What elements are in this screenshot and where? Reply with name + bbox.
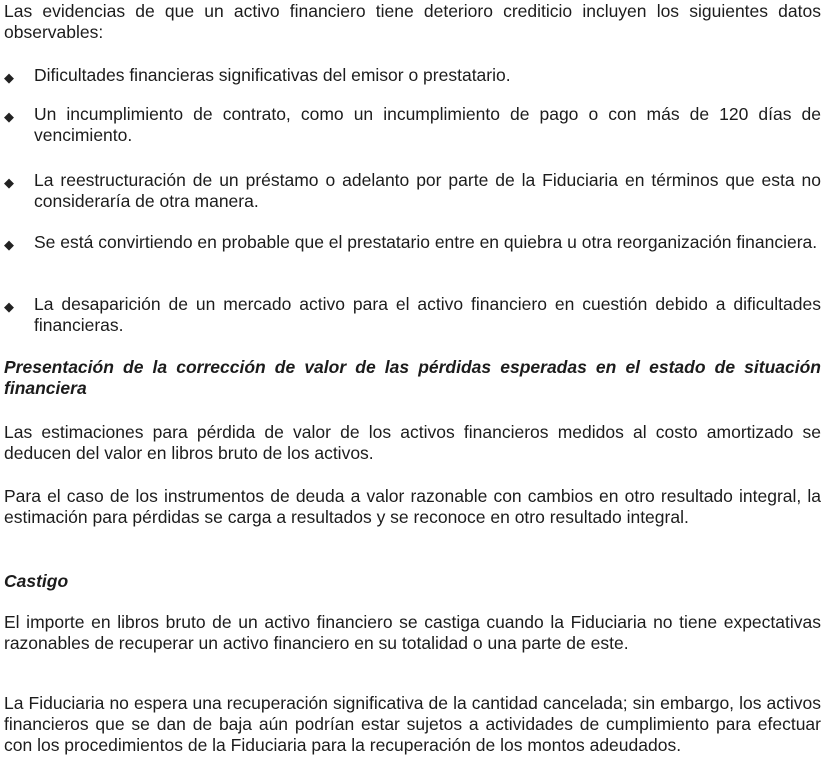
diamond-bullet-icon: ◆ xyxy=(4,237,14,252)
diamond-bullet-icon: ◆ xyxy=(4,175,14,190)
section-heading-presentacion: Presentación de la corrección de valor de las pérdidas esperadas en el estado de situación financiera xyxy=(4,357,821,398)
intro-paragraph: Las evidencias de que un activo financiero tiene deterioro crediticio incluyen los siguientes datos observables: xyxy=(4,1,821,42)
list-item-text: Se está convirtiendo en probable que el prestatario entre en quiebra u otra reorganización financiera. xyxy=(34,232,818,252)
presentacion-paragraph-2: Para el caso de los instrumentos de deuda a valor razonable con cambios en otro resultado integral, la estimación para pérdidas se carga a resultados y se reconoce en otro resultado integral. xyxy=(4,486,821,527)
diamond-bullet-icon: ◆ xyxy=(4,109,14,124)
diamond-bullet-icon: ◆ xyxy=(4,70,14,85)
list-item xyxy=(4,294,821,336)
list-item xyxy=(4,170,821,212)
presentacion-paragraph-1: Las estimaciones para pérdida de valor de los activos financieros medidos al costo amortizado se deducen del valor en libros bruto de los activos. xyxy=(4,422,821,463)
diamond-bullet-icon: ◆ xyxy=(4,299,14,314)
list-item xyxy=(4,65,821,88)
list-item xyxy=(4,104,821,146)
castigo-paragraph-1: El importe en libros bruto de un activo financiero se castiga cuando la Fiduciaria no tiene expectativas razonables de recuperar un activo financiero en su totalidad o una parte de este. xyxy=(4,612,821,653)
list-item-text: La reestructuración de un préstamo o adelanto por parte de la Fiduciaria en términos que esta no consideraría de otra manera. xyxy=(34,170,821,211)
list-item-text: Dificultades financieras significativas del emisor o prestatario. xyxy=(34,65,511,85)
list-item-text: La desaparición de un mercado activo para el activo financiero en cuestión debido a dificultades financieras. xyxy=(34,294,821,335)
castigo-paragraph-2: La Fiduciaria no espera una recuperación significativa de la cantidad cancelada; sin embargo, los activos financieros que se dan de baja aún podrían estar sujetos a actividades de cumplimiento para efectuar con los procedimientos de la Fiduciaria para la recuperación de los montos adeudados. xyxy=(4,693,821,755)
list-item-text: Un incumplimiento de contrato, como un incumplimiento de pago o con más de 120 días de vencimiento. xyxy=(34,104,821,145)
list-item xyxy=(4,232,821,255)
section-heading-castigo: Castigo xyxy=(4,571,69,591)
